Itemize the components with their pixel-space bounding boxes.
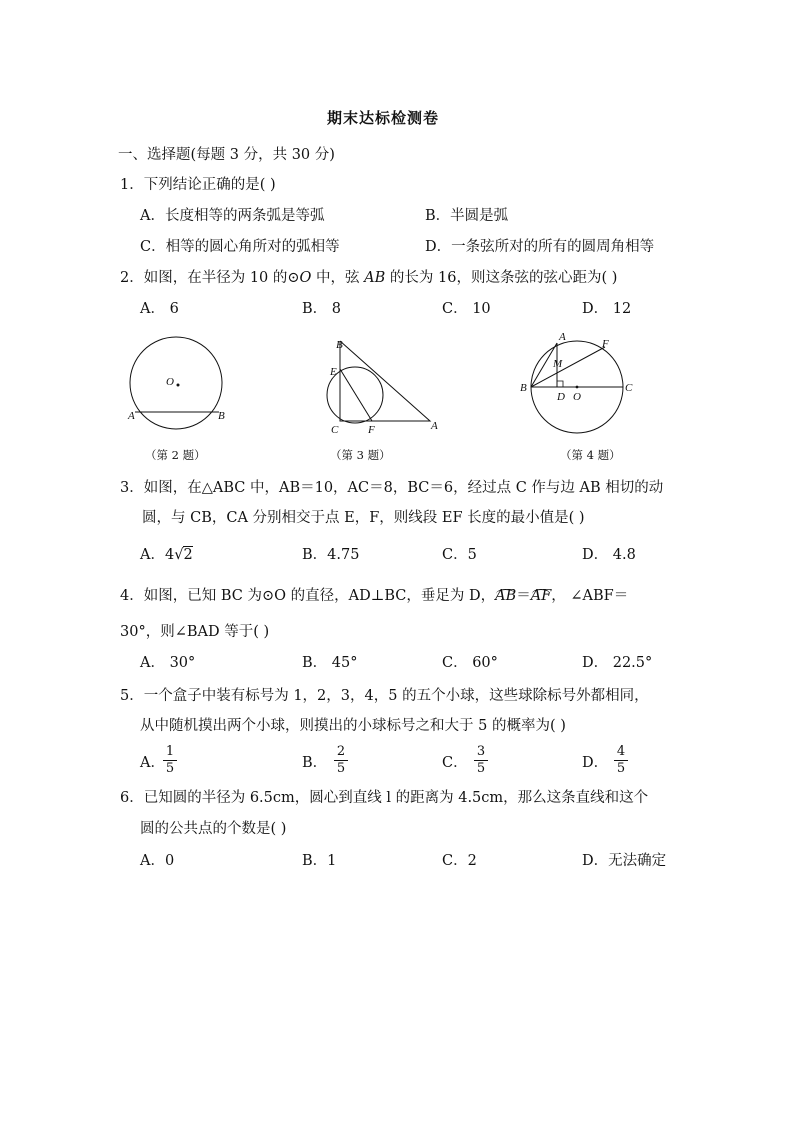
q5-fraction-d: [614, 744, 628, 777]
q6-option-c: C．2: [442, 853, 477, 869]
q4-text-2: ， ∠ABF＝: [551, 588, 629, 604]
q3-option-c: C．5: [442, 547, 477, 563]
q3-option-a-radicand: 2: [183, 547, 193, 563]
denominator: 5: [476, 761, 486, 776]
q6-option-d: D．无法确定: [582, 853, 667, 869]
denominator: 5: [616, 761, 626, 776]
sqrt-icon: √: [174, 547, 184, 563]
q5-option-d: D．: [582, 755, 609, 771]
numerator: 1: [163, 744, 177, 761]
q5-option-c: C．: [442, 755, 468, 771]
denominator: 5: [336, 761, 346, 776]
q2-text-1: 2．如图，在半径为 10 的⊙: [120, 270, 300, 286]
caption-q3: （第 3 题）: [330, 448, 391, 462]
q3-line-1: 3．如图，在△ABC 中，AB＝10，AC＝8，BC＝6，经过点 C 作与边 AB 相切的动: [120, 480, 664, 496]
q5-line-1: 5．一个盒子中装有标号为 1，2，3，4，5 的五个小球，这些球除标号外都相同，: [120, 688, 649, 704]
q2-text-4: AB: [364, 270, 386, 286]
q2-option-a: A． 6: [140, 301, 179, 317]
f4-label-o: O: [573, 391, 581, 403]
q5-fraction-a: [163, 744, 177, 777]
f3-label-c: C: [331, 424, 339, 436]
q2-text-3: 中，弦: [311, 270, 365, 286]
f2-label-o: O: [166, 376, 174, 388]
q1-stem: 1．下列结论正确的是( ): [120, 177, 276, 193]
q4-line-2: 30°，则∠BAD 等于( ): [120, 624, 270, 640]
q5-option-a: A．: [140, 755, 165, 771]
q6-option-a: A．0: [140, 853, 175, 869]
figure-q4: [515, 330, 645, 435]
q4-option-c: C． 60°: [442, 655, 498, 671]
q1-option-b: B．半圆是弧: [425, 208, 509, 224]
q2-text-5: 的长为 16，则这条弦的弦心距为( ): [385, 270, 618, 286]
f3-label-e: E: [330, 366, 337, 378]
q6-line-1: 6．已知圆的半径为 6.5cm，圆心到直线 l 的距离为 4.5cm，那么这条直线和这个: [120, 790, 649, 806]
q2-option-c: C． 10: [442, 301, 491, 317]
q3-option-a: [140, 545, 193, 565]
q2-stem: [120, 268, 617, 288]
page-title: 期末达标检测卷: [327, 109, 440, 127]
numerator: 3: [474, 744, 488, 761]
q4-option-b: B． 45°: [302, 655, 358, 671]
arc-mark-icon: [496, 589, 515, 594]
f4-label-d: D: [557, 391, 565, 403]
q4-line-1: [120, 586, 628, 606]
arc-af: [531, 588, 552, 604]
caption-q2: （第 2 题）: [145, 448, 206, 462]
q2-text-2: O: [299, 270, 312, 286]
f2-label-b: B: [218, 410, 225, 422]
f2-label-a: A: [128, 410, 135, 422]
section-heading: 一、选择题(每题 3 分，共 30 分): [118, 147, 335, 163]
arc-mark-icon: [532, 589, 551, 594]
q3-line-2: 圆，与 CB，CA 分别相交于点 E，F，则线段 EF 长度的最小值是( ): [142, 510, 585, 526]
q1-option-a: A．长度相等的两条弧是等弧: [140, 208, 325, 224]
f4-label-c: C: [625, 382, 633, 394]
q6-option-b: B．1: [302, 853, 337, 869]
q2-option-d: D． 12: [582, 301, 632, 317]
q6-line-2: 圆的公共点的个数是( ): [140, 821, 287, 837]
figure-q2: [118, 333, 238, 433]
figure-q3: [324, 335, 444, 440]
f4-label-b: B: [520, 382, 527, 394]
arc-ab-label: AB: [495, 588, 517, 604]
arc-af-label: AF: [530, 588, 552, 604]
numerator: 2: [334, 744, 348, 761]
caption-q4: （第 4 题）: [560, 448, 621, 462]
denominator: 5: [165, 761, 175, 776]
q4-option-a: A． 30°: [140, 655, 196, 671]
q2-option-b: B． 8: [302, 301, 341, 317]
f3-label-b: B: [336, 339, 343, 351]
q1-option-c: C．相等的圆心角所对的弧相等: [140, 239, 340, 255]
q4-eq: ＝: [516, 588, 531, 604]
q1-option-d: D．一条弦所对的所有的圆周角相等: [425, 239, 655, 255]
f4-label-f: F: [602, 338, 609, 350]
f4-label-a: A: [559, 331, 566, 343]
q3-option-b: B．4.75: [302, 547, 360, 563]
f4-label-m: M: [553, 358, 563, 370]
q4-option-d: D． 22.5°: [582, 655, 653, 671]
q3-option-a-prefix: A．4: [140, 547, 175, 563]
f3-label-f: F: [368, 424, 375, 436]
q4-text-1: 4．如图，已知 BC 为⊙O 的直径，AD⊥BC，垂足为 D，: [120, 588, 496, 604]
q5-fraction-c: [474, 744, 488, 777]
numerator: 4: [614, 744, 628, 761]
f3-label-a: A: [431, 420, 438, 432]
q5-option-b: B．: [302, 755, 328, 771]
q5-line-2: 从中随机摸出两个小球，则摸出的小球标号之和大于 5 的概率为( ): [140, 718, 566, 734]
q5-fraction-b: [334, 744, 348, 777]
q3-option-d: D． 4.8: [582, 547, 636, 563]
arc-ab: [495, 588, 516, 604]
